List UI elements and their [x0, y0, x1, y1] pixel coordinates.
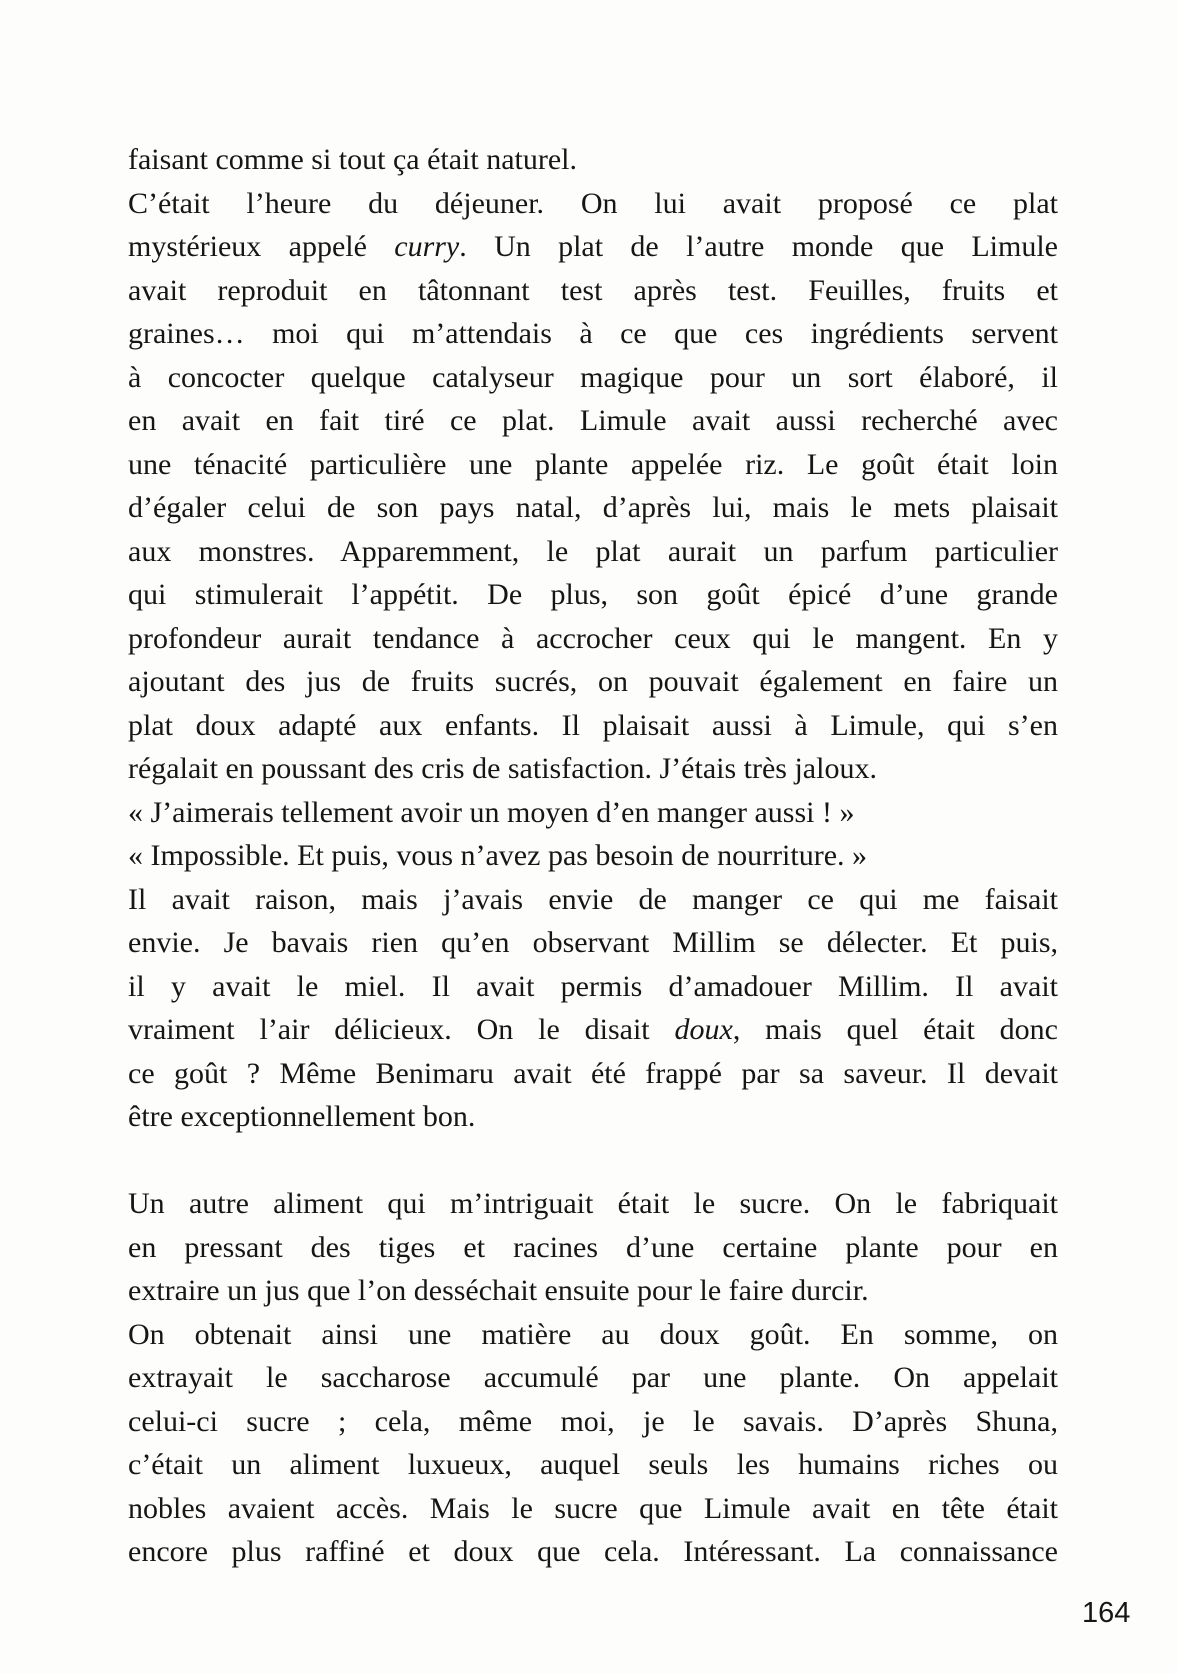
text-line — [128, 138, 1058, 182]
text-line — [128, 1400, 1058, 1444]
text-segment: graines… moi qui m’attendais à ce que ces ingrédients servent — [128, 317, 1058, 350]
page-text — [128, 138, 1058, 1574]
text-line — [128, 921, 1058, 965]
text-line — [128, 1269, 1058, 1313]
text-segment: ajoutant des jus de fruits sucrés, on pouvait également en faire un — [128, 665, 1058, 698]
text-segment: celui-ci sucre ; cela, même moi, je le savais. D’après Shuna, — [128, 1404, 1058, 1438]
text-line — [128, 965, 1058, 1009]
text-segment: nobles avaient accès. Mais le sucre que Limule avait en tête était — [128, 1491, 1058, 1525]
text-segment: C’était l’heure du déjeuner. On lui avait proposé ce plat — [128, 186, 1058, 220]
page-number: 164 — [1082, 1597, 1131, 1629]
text-line — [128, 225, 1058, 269]
text-segment: en pressant des tiges et racines d’une certaine plante pour en — [128, 1230, 1058, 1264]
text-line — [128, 1443, 1058, 1487]
text-segment: être exceptionnellement bon. — [128, 1100, 476, 1133]
text-segment: il y avait le miel. Il avait permis d’amadouer Millim. Il avait — [128, 969, 1058, 1003]
text-segment: c’était un aliment luxueux, auquel seuls les humains riches ou — [128, 1448, 1058, 1481]
text-segment: plat doux adapté aux enfants. Il plaisait aussi à Limule, qui s’en — [128, 708, 1058, 742]
text-line — [128, 1530, 1058, 1574]
text-line — [128, 1356, 1058, 1400]
text-segment: faisant comme si tout ça était naturel. — [128, 143, 578, 176]
text-line — [128, 182, 1058, 226]
text-segment: ce goût ? Même Benimaru avait été frappé par sa saveur. Il devait — [128, 1056, 1058, 1090]
text-segment: qui stimulerait l’appétit. De plus, son goût épicé d’une grande — [128, 578, 1058, 611]
text-segment: avait reproduit en tâtonnant test après test. Feuilles, fruits et — [128, 273, 1058, 307]
text-segment: régalait en poussant des cris de satisfaction. J’étais très jaloux. — [128, 752, 877, 785]
text-segment: Il avait raison, mais j’avais envie de manger ce qui me faisait — [128, 882, 1058, 916]
text-segment: « J’aimerais tellement avoir un moyen d’en manger aussi ! » — [128, 795, 855, 829]
text-line — [128, 1095, 1058, 1139]
text-line — [128, 791, 1058, 835]
text-segment: curry — [394, 230, 460, 263]
text-segment: encore plus raffiné et doux que cela. Intéressant. La connaissance — [128, 1535, 1058, 1568]
text-line — [128, 878, 1058, 922]
text-line — [128, 1487, 1058, 1531]
text-line — [128, 834, 1058, 878]
text-segment: en avait en fait tiré ce plat. Limule avait aussi recherché avec — [128, 404, 1058, 437]
text-line — [128, 1226, 1058, 1270]
text-line — [128, 312, 1058, 356]
text-line — [128, 486, 1058, 530]
text-segment: extraire un jus que l’on desséchait ensuite pour le faire durcir. — [128, 1274, 869, 1307]
text-line — [128, 617, 1058, 661]
text-line — [128, 704, 1058, 748]
text-segment: à concocter quelque catalyseur magique pour un sort élaboré, il — [128, 360, 1058, 394]
text-segment: aux monstres. Apparemment, le plat aurait un parfum particulier — [128, 534, 1058, 568]
text-line — [128, 443, 1058, 487]
text-line — [128, 530, 1058, 574]
text-segment: envie. Je bavais rien qu’en observant Millim se délecter. Et puis, — [128, 926, 1058, 959]
text-line — [128, 356, 1058, 400]
text-segment: vraiment l’air délicieux. On le disait — [128, 1013, 675, 1046]
text-line — [128, 1008, 1058, 1052]
text-line — [128, 747, 1058, 791]
text-line — [128, 573, 1058, 617]
text-segment: , mais quel était donc — [732, 1013, 1058, 1046]
text-segment: mystérieux appelé — [128, 230, 395, 263]
text-segment: d’égaler celui de son pays natal, d’après lui, mais le mets plaisait — [128, 491, 1058, 524]
text-line — [128, 1052, 1058, 1096]
text-segment: . Un plat de l’autre monde que Limule — [459, 230, 1058, 263]
text-segment: Un autre aliment qui m’intriguait était le sucre. On le fabriquait — [128, 1187, 1058, 1220]
text-line — [128, 1182, 1058, 1226]
text-line — [128, 660, 1058, 704]
text-line — [128, 399, 1058, 443]
text-segment: doux — [674, 1013, 733, 1046]
text-line — [128, 269, 1058, 313]
text-line — [128, 1313, 1058, 1357]
blank-line — [128, 1139, 1058, 1183]
text-segment: une ténacité particulière une plante appelée riz. Le goût était loin — [128, 447, 1058, 481]
text-segment: profondeur aurait tendance à accrocher ceux qui le mangent. En y — [128, 621, 1058, 655]
text-segment: « Impossible. Et puis, vous n’avez pas besoin de nourriture. » — [128, 839, 868, 872]
text-segment: extrayait le saccharose accumulé par une plante. On appelait — [128, 1361, 1058, 1394]
text-segment: On obtenait ainsi une matière au doux goût. En somme, on — [128, 1317, 1058, 1351]
